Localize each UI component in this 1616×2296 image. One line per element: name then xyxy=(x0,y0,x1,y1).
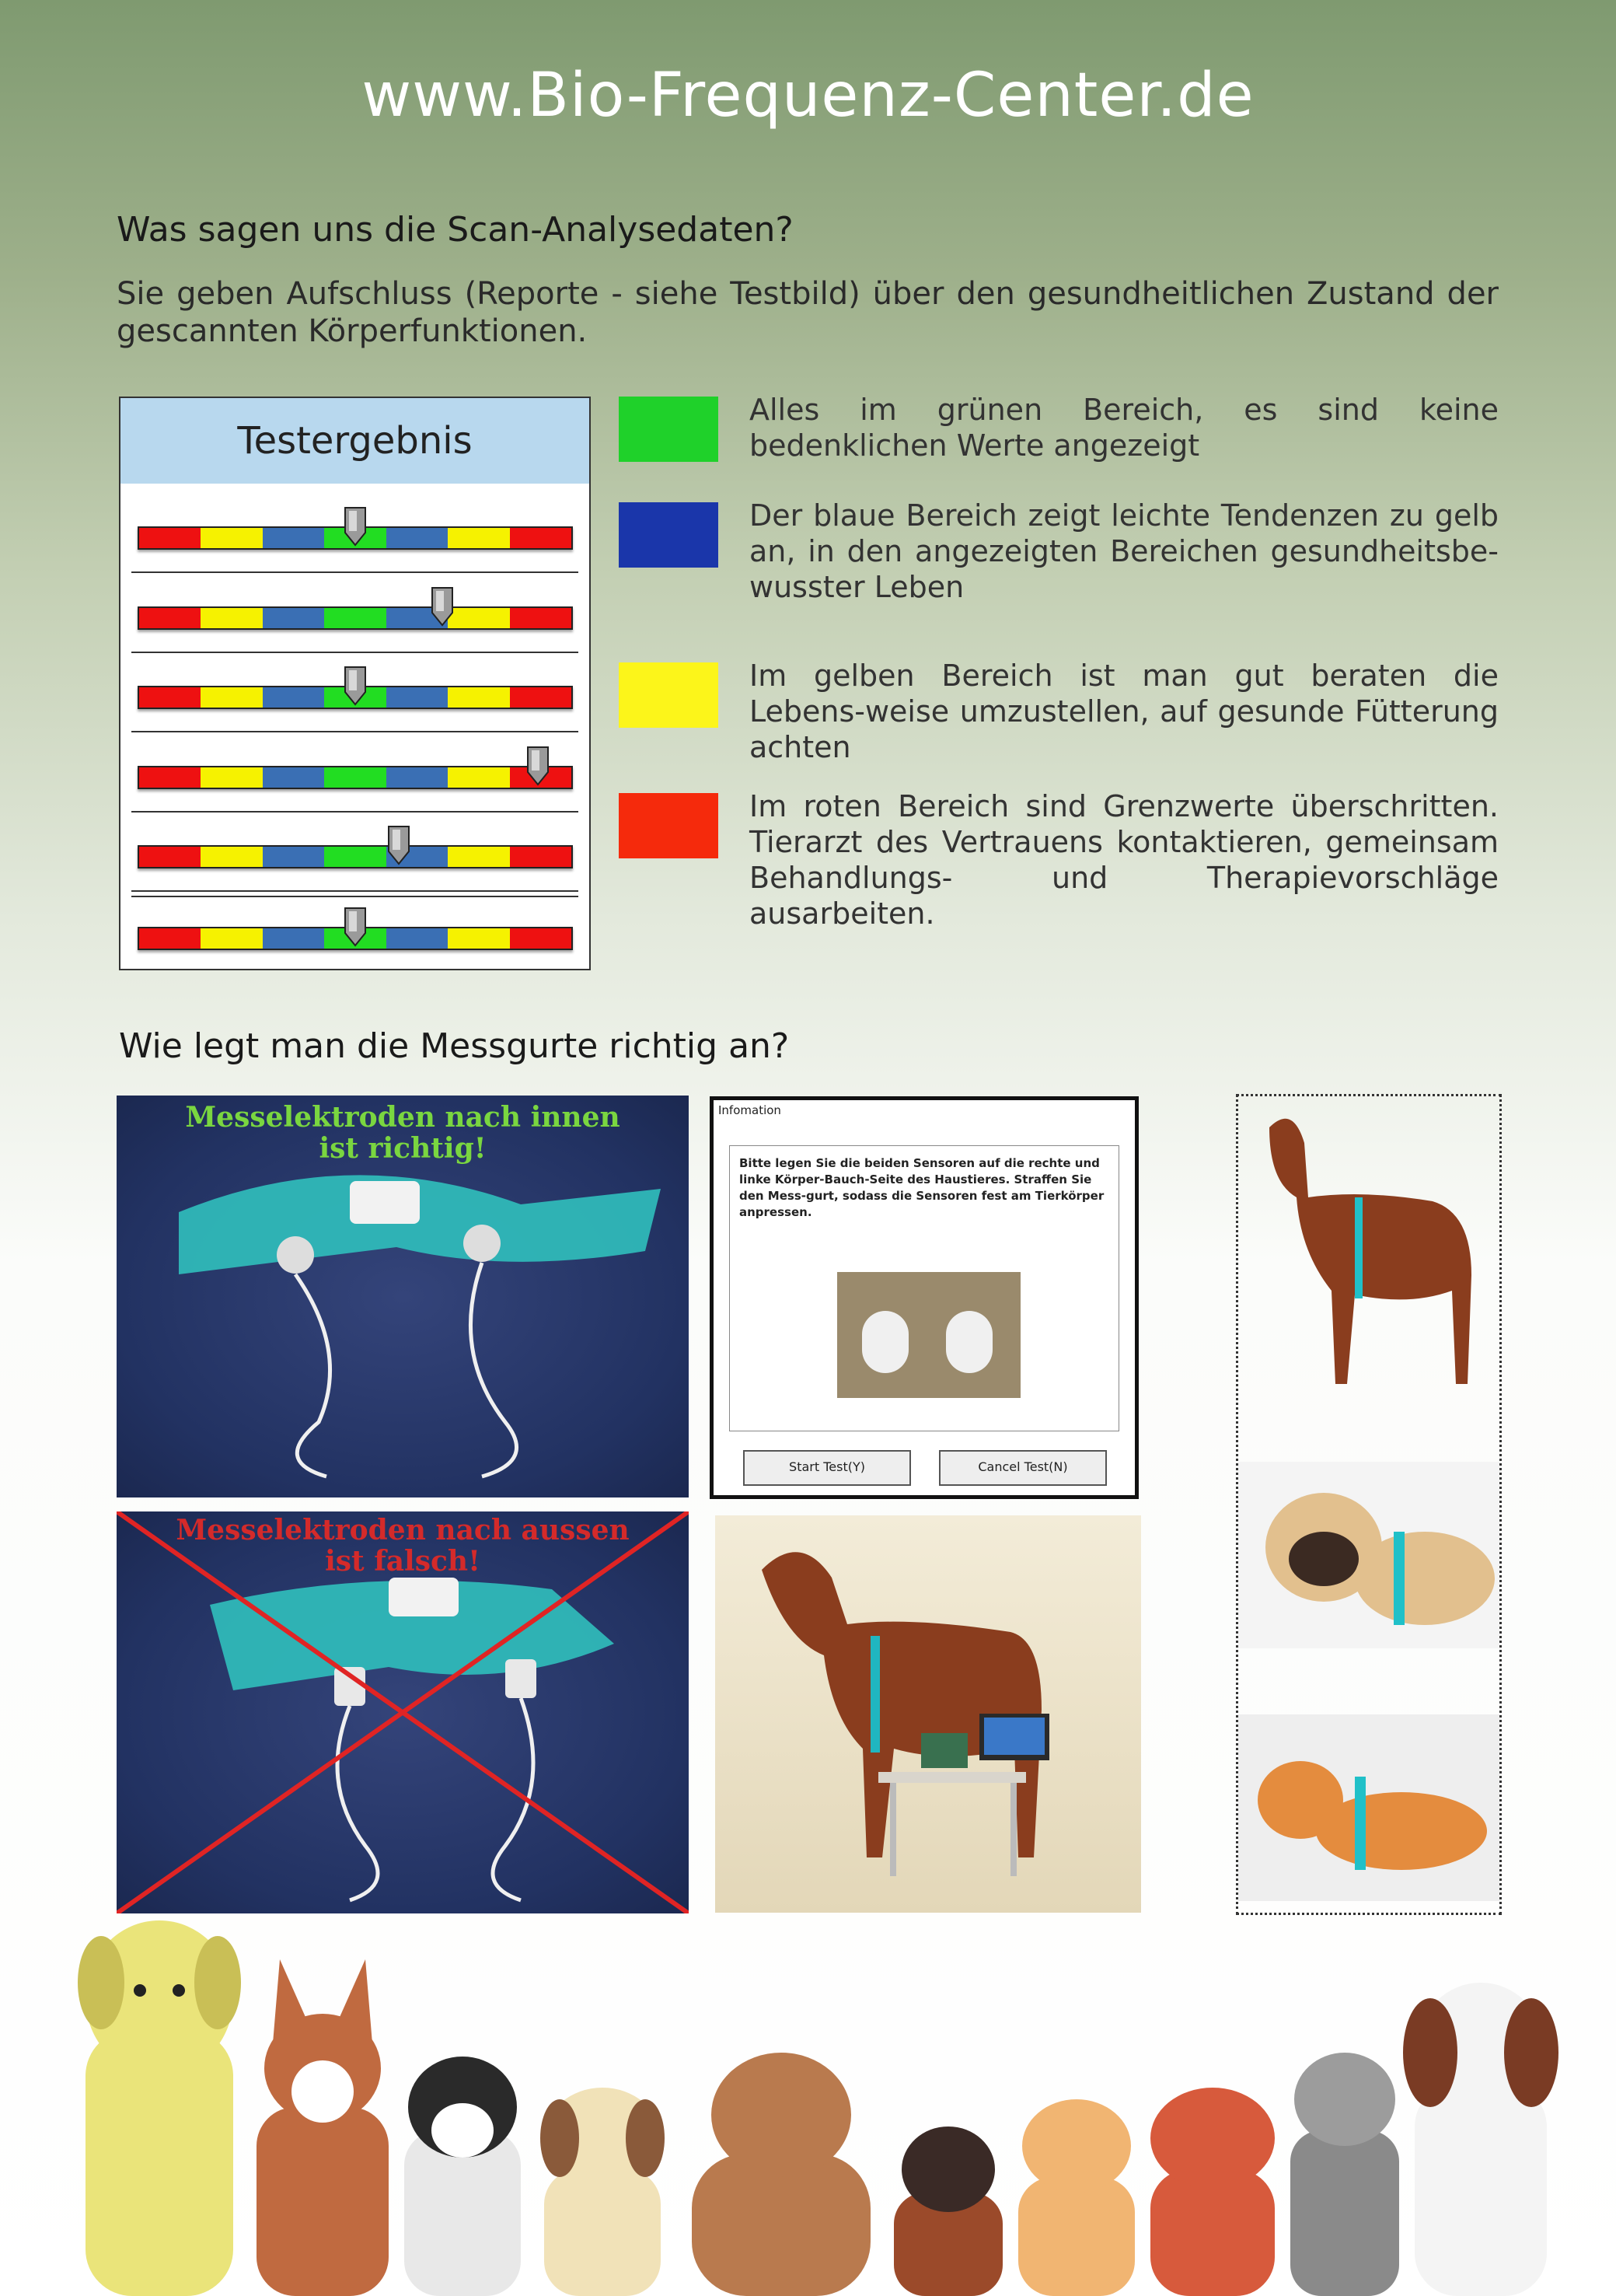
spaniel-icon xyxy=(1403,1983,1558,2296)
photo-horse-device xyxy=(715,1515,1141,1913)
pug-harness-illustration xyxy=(1238,1462,1499,1648)
result-bar-zone xyxy=(510,528,571,548)
section-heading-belts: Wie legt man die Messgurte richtig an? xyxy=(119,1026,790,1066)
start-test-button[interactable]: Start Test(Y) xyxy=(743,1450,911,1486)
legend-color-swatch xyxy=(619,662,718,728)
result-bar-zone xyxy=(448,847,509,867)
result-bar-zone xyxy=(263,687,324,708)
result-bar-zone xyxy=(386,767,448,788)
result-bar-zone xyxy=(324,767,386,788)
legend-color-swatch xyxy=(619,397,718,462)
persian-cat-icon xyxy=(692,2053,871,2296)
divider xyxy=(131,571,578,573)
corgi-icon xyxy=(257,1959,389,2296)
result-bar-zone xyxy=(201,928,262,949)
result-bar xyxy=(138,606,573,630)
result-bar-zone xyxy=(386,687,448,708)
result-bar-zone xyxy=(201,767,262,788)
result-bar-zone xyxy=(510,687,571,708)
belt-illustration xyxy=(117,1096,689,1497)
animal-examples xyxy=(1238,1096,1499,1913)
dialog-text: Bitte legen Sie die beiden Sensoren auf die rechte und linke Körper-Bauch-Seite des Haustieres. Straffen Sie den Mess-gurt, sodass die Sensoren fest am Tierkörper anpressen. xyxy=(739,1156,1105,1219)
legend-text: Der blaue Bereich zeigt leichte Tendenzen zu gelb an, in den angezeigten Bereichen gesundheitsbe-wusster Leben xyxy=(749,498,1499,604)
animal-examples-frame xyxy=(1236,1094,1502,1915)
result-bar-zone xyxy=(139,847,201,867)
result-bar-zone xyxy=(448,608,509,628)
tuxedo-cat-icon xyxy=(404,2057,521,2296)
yorkie-icon xyxy=(894,2127,1003,2296)
legend-text: Im gelben Bereich ist man gut beraten die Lebens-weise umzustellen, auf gesunde Fütterung achten xyxy=(749,659,1499,764)
result-bar-zone xyxy=(263,608,324,628)
result-bar-zone xyxy=(448,528,509,548)
divider xyxy=(131,896,578,897)
legend-text: Alles im grünen Bereich, es sind keine bedenklichen Werte angezeigt xyxy=(749,393,1499,463)
legend-color-swatch xyxy=(619,793,718,858)
divider xyxy=(131,652,578,653)
test-result-panel xyxy=(119,397,591,970)
divider xyxy=(131,731,578,732)
result-bar-zone xyxy=(139,528,201,548)
photo-belt-wrong xyxy=(117,1511,689,1913)
result-pointer-icon xyxy=(386,825,411,865)
result-bar-zone xyxy=(139,687,201,708)
section-heading-scan: Was sagen uns die Scan-Analysedaten? xyxy=(117,210,794,250)
result-pointer-icon xyxy=(343,506,368,547)
photo-belt-correct xyxy=(117,1096,689,1497)
result-bar-zone xyxy=(263,928,324,949)
site-url: www.Bio-Frequenz-Center.de xyxy=(361,61,1255,131)
horse-harness-illustration xyxy=(1269,1119,1471,1384)
caption-correct-2: ist richtig! xyxy=(319,1132,487,1165)
result-bar-zone xyxy=(386,528,448,548)
sensor-photo xyxy=(837,1272,1021,1398)
result-bar-zone xyxy=(139,608,201,628)
result-bar xyxy=(138,845,573,868)
orange-cat-icon xyxy=(1018,2099,1135,2296)
intro-paragraph: Sie geben Aufschluss (Reporte - siehe Testbild) über den gesundheitlichen Zustand der gescannten Körperfunktionen. xyxy=(117,276,1499,349)
result-bar-zone xyxy=(448,928,509,949)
result-bar-zone xyxy=(201,847,262,867)
result-bar-zone xyxy=(139,767,201,788)
dialog-content xyxy=(729,1145,1119,1431)
horse-device-illustration xyxy=(715,1515,1141,1913)
result-pointer-icon xyxy=(525,746,550,786)
test-result-title: Testergebnis xyxy=(120,398,589,484)
result-pointer-icon xyxy=(343,666,368,706)
result-bar xyxy=(138,766,573,789)
result-bar-zone xyxy=(448,687,509,708)
result-bar-zone xyxy=(263,528,324,548)
poodle-icon xyxy=(1150,2088,1275,2296)
divider xyxy=(131,890,578,892)
result-bar-zone xyxy=(201,687,262,708)
result-pointer-icon xyxy=(430,586,455,627)
caption-wrong-2: ist falsch! xyxy=(325,1545,480,1578)
divider xyxy=(131,811,578,813)
result-bar-zone xyxy=(510,608,571,628)
result-bar-zone xyxy=(139,928,201,949)
result-bar-zone xyxy=(510,847,571,867)
yellow-dog-icon xyxy=(78,1920,241,2296)
caption-wrong-1: Messelektroden nach aussen xyxy=(176,1514,630,1546)
cancel-test-button[interactable]: Cancel Test(N) xyxy=(939,1450,1107,1486)
result-bar-zone xyxy=(510,928,571,949)
result-bar-zone xyxy=(263,847,324,867)
result-bar-zone xyxy=(324,608,386,628)
caption-correct-1: Messelektroden nach innen xyxy=(185,1101,620,1134)
shih-tzu-icon xyxy=(540,2088,665,2296)
result-bar-zone xyxy=(201,528,262,548)
legend-color-swatch xyxy=(619,502,718,568)
result-pointer-icon xyxy=(343,907,368,947)
dialog-title: Infomation xyxy=(718,1103,781,1117)
tabby-cat-icon xyxy=(1290,2053,1399,2296)
result-bar-zone xyxy=(324,847,386,867)
info-dialog xyxy=(710,1096,1139,1499)
result-bar-zone xyxy=(448,767,509,788)
legend-text: Im roten Bereich sind Grenzwerte überschritten. Tierarzt des Vertrauens kontaktieren, gemeinsam Behandlungs- und Therapievorschläge ausarbeiten. xyxy=(749,789,1499,931)
cat-harness-illustration xyxy=(1238,1714,1499,1901)
pets-row-illustration xyxy=(47,1913,1570,2296)
result-bar-zone xyxy=(263,767,324,788)
result-bar-zone xyxy=(201,608,262,628)
result-bar-zone xyxy=(386,928,448,949)
